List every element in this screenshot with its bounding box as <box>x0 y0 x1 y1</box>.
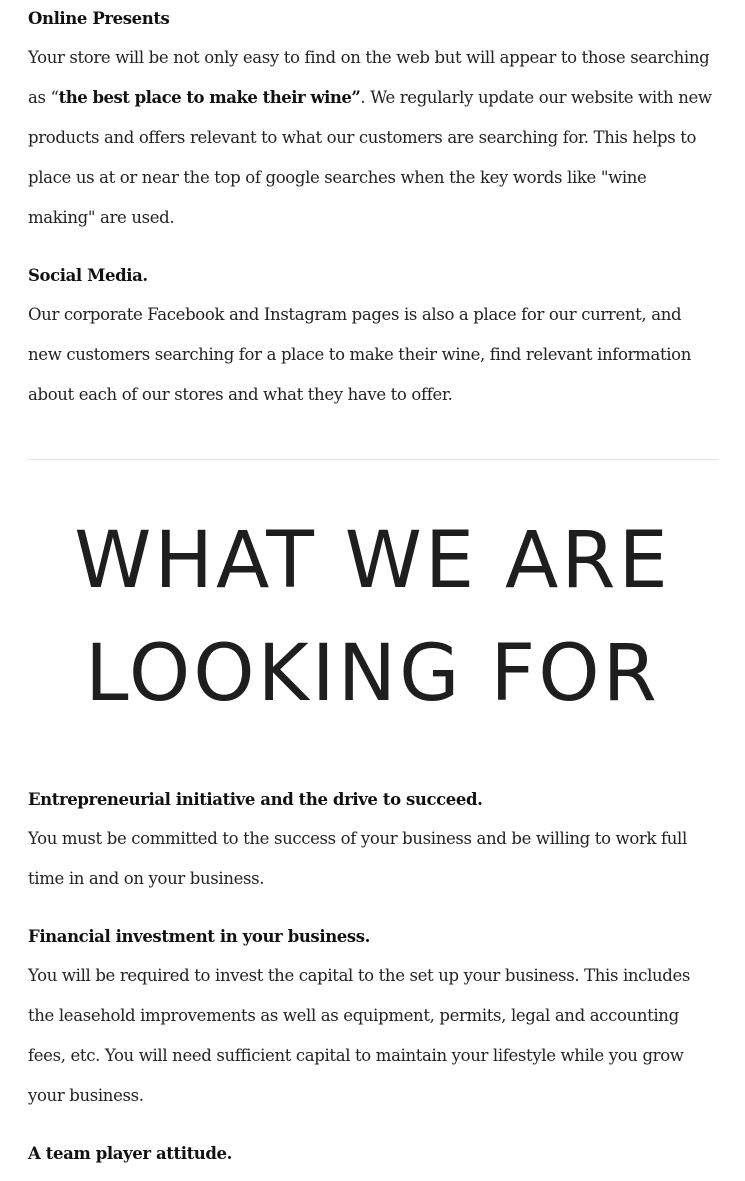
social-media-paragraph: Our corporate Facebook and Instagram pages is also a place for our current, and new customers searching for a place to make their wine, find relevant information about each of our stores and what they have to offer. <box>28 305 692 404</box>
online-presence-section <box>28 0 718 238</box>
online-presence-emphasis: the best place to make their wine” <box>58 88 361 107</box>
entrepreneurial-paragraph: You must be committed to the success of your business and be willing to work full time in and on your business. <box>28 829 687 888</box>
financial-section <box>28 918 718 1116</box>
entrepreneurial-heading: Entrepreneurial initiative and the drive to succeed. <box>28 790 483 809</box>
financial-heading: Financial investment in your business. <box>28 927 371 946</box>
online-presence-text-after: . We regularly update our website with new products and offers relevant to what our customers are searching for. This helps to place us at or near the top of google searches when the key words like "wine making" are used. <box>28 88 712 227</box>
online-presence-heading: Online Presents <box>28 9 170 28</box>
online-presence-paragraph <box>28 38 718 238</box>
social-media-section <box>28 257 718 415</box>
entrepreneurial-section <box>28 781 718 899</box>
social-media-heading: Social Media. <box>28 266 148 285</box>
team-player-section <box>28 1135 718 1173</box>
looking-for-title-line2: LOOKING FOR <box>85 629 660 719</box>
section-divider <box>28 459 718 460</box>
looking-for-title <box>0 505 745 731</box>
online-presence-text-before: Your store will be not only easy to find on the web but will appear to those searching as “ <box>28 48 710 107</box>
financial-paragraph: You will be required to invest the capital to the set up your business. This includes the leasehold improvements as well as equipment, permits, legal and accounting fees, etc. You will need sufficient capital to maintain your lifestyle while you grow your business. <box>28 966 691 1105</box>
looking-for-title-line1: WHAT WE ARE <box>74 516 671 606</box>
team-player-heading: A team player attitude. <box>28 1144 232 1163</box>
